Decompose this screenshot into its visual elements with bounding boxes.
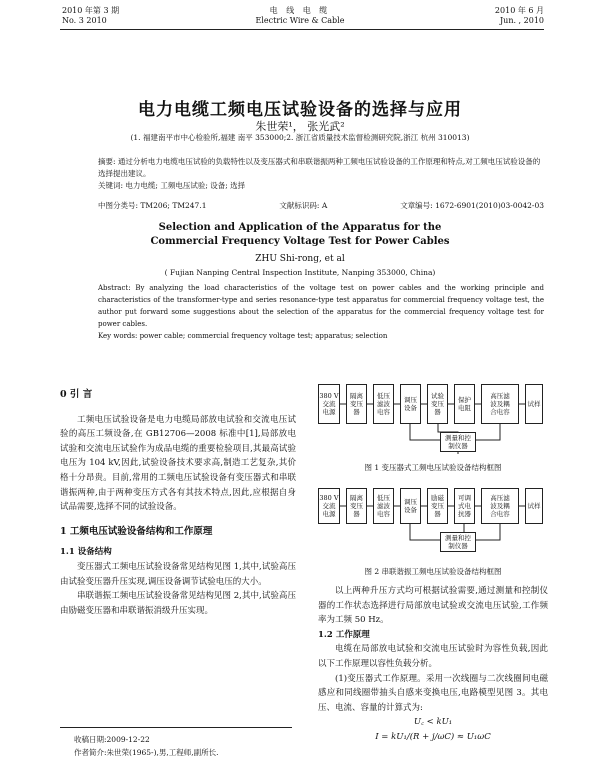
english-affiliation: ( Fujian Nanping Central Inspection Institute, Nanping 353000, China) xyxy=(164,268,436,277)
journal-name-en: Electric Wire & Cable xyxy=(255,16,345,25)
subsection-1-1-paragraph1: 变压器式工频电压试验设备常见结构见图 1,其中,试验高压由试验变压器升压实现,调压设备调节试验电压的大小。 xyxy=(60,561,296,587)
section-1-heading: 1 工频电压试验设备结构和工作原理 xyxy=(60,525,213,537)
fig2-box-voltage-regulator: 调压 设备 xyxy=(400,488,421,524)
fig2-box-isolation-transformer: 隔离 变压 器 xyxy=(346,488,367,524)
figure-1-caption: 图 1 变压器式工频电压试验设备结构框图 xyxy=(364,463,502,472)
keywords-cn: 关键词: 电力电缆; 工频电压试验; 设备; 选择 xyxy=(98,181,246,190)
english-title-line2: Commercial Frequency Voltage Test for Power Cables xyxy=(150,236,450,247)
header-issue-en: No. 3 2010 xyxy=(62,16,107,25)
document-code: 文献标识码: A xyxy=(279,201,328,210)
fig1-box-test-transformer: 试验 变压 器 xyxy=(427,384,448,424)
english-author: ZHU Shi-rong, et al xyxy=(255,254,345,264)
received-date: 收稿日期:2009-12-22 xyxy=(74,735,150,744)
subsection-1-1-heading: 1.1 设备结构 xyxy=(60,547,112,558)
abstract-cn-text: 摘要: 通过分析电力电缆电压试验的负载特性以及变压器式和串联谐振两种工频电压试验设备的工作原理和特点,对工频电压试验设备的选择提出建议。 xyxy=(98,157,541,178)
affiliation: (1. 福建南平市中心检验所,福建 南平 353000;2. 浙江省质量技术监督检测研究院,浙江 杭州 310013) xyxy=(130,133,470,142)
right-paragraph-2: 电缆在局部放电试验和交流电压试验时为容性负载,因此以下工作原理以容性负载分析。 xyxy=(318,644,548,669)
english-abstract-text: Abstract: By analyzing the load characteristics of the voltage test on power cables and the working principle and characteristics of the transformer-type and series resonance-type test apparatus for commercial frequency voltage test, the author put forward some suggestions about the selection of the apparatus for the commercial frequency voltage test for power cables. xyxy=(98,284,544,328)
classification-line xyxy=(98,200,544,212)
english-title-line1: Selection and Application of the Apparatus for the xyxy=(158,222,442,233)
figure-2 xyxy=(318,482,548,582)
fig1-box-specimen: 试样 xyxy=(525,384,543,424)
equation-2: I = kU₁/(R + j/ωC) ≈ U₁ωC xyxy=(375,731,491,742)
clc-number: 中图分类号: TM206; TM247.1 xyxy=(98,201,207,210)
section-0-paragraph: 工频电压试验设备是电力电缆局部放电试验和交流电压试验的高压工频设备,在 GB12706—2008 标准中[1],局部放电试验和交流电压试验作为成品电缆的重要检验项目,其最高试验电压为 104 kV,因此,试验设备技术要求高,制造工艺复杂,其价格十分昂贵。目前,常用的工频电压试验设备有变压器式和串联谐振两种,由于两种变压方式各有其技术特点,因此,应根据自身试品需要,选择不同的试验设备。 xyxy=(60,414,296,513)
fig1-box-protection-resistor: 保护 电阻 xyxy=(454,384,475,424)
paper-title: 电力电缆工频电压试验设备的选择与应用 xyxy=(138,100,462,120)
right-column xyxy=(318,584,548,745)
english-keywords: Key words: power cable; commercial frequency voltage test; apparatus; selection xyxy=(98,332,388,340)
fig2-box-lowpass-capacitor: 低压 滤波 电容 xyxy=(373,488,394,524)
fig1-box-voltage-regulator: 调压 设备 xyxy=(400,384,421,424)
fig2-box-excitation-transformer: 励磁 变压 器 xyxy=(427,488,448,524)
fig2-box-coupling-capacitor: 高压滤 波及耦 合电容 xyxy=(481,488,519,524)
author-info: 作者简介:朱世荣(1965-),男,工程师,副所长. xyxy=(74,748,219,757)
fig2-box-power-source: 380 V 交流 电源 xyxy=(318,488,340,524)
fig1-box-power-source: 380 V 交流 电源 xyxy=(318,384,340,424)
fig2-box-specimen: 试样 xyxy=(525,488,543,524)
fig2-box-measurement: 测量和控 制仪器 xyxy=(440,532,476,552)
fig1-box-measurement: 测量和控 制仪器 xyxy=(440,432,476,452)
footnote-rule xyxy=(60,727,292,728)
subsection-1-2-heading: 1.2 工作原理 xyxy=(318,629,370,640)
english-abstract xyxy=(98,282,544,342)
section-0-heading: 0 引 言 xyxy=(60,389,93,400)
figure-1 xyxy=(318,376,548,476)
right-paragraph-3: (1)变压器式工作原理。采用一次线圈与二次线圈间电磁感应和同线圈带抽头自感来变换电压,电路模型见图 3。其电压、电流、容量的计算式为: xyxy=(318,673,548,713)
fig2-box-adjustable-reactor: 可调 式电 抗器 xyxy=(454,488,475,524)
article-number: 文章编号: 1672-6901(2010)03-0042-03 xyxy=(400,201,544,210)
header-rule xyxy=(60,29,544,30)
footnote xyxy=(74,733,219,759)
left-column xyxy=(60,388,296,618)
abstract-cn xyxy=(98,156,544,192)
header-date: 2010 年 6 月 xyxy=(494,6,544,15)
fig1-box-lowpass-capacitor: 低压 滤波 电容 xyxy=(373,384,394,424)
figure-2-caption: 图 2 串联谐振工频电压试验设备结构框图 xyxy=(364,567,502,576)
journal-name: 电 线 电 缆 xyxy=(269,6,331,15)
paper-authors: 朱世荣¹， 张光武² xyxy=(255,120,345,133)
header-issue: 2010 年第 3 期 xyxy=(62,6,120,15)
equation-1: U꜀ < kU₁ xyxy=(413,717,453,728)
header-right xyxy=(495,6,544,26)
fig1-box-coupling-capacitor: 高压滤 波及耦 合电容 xyxy=(481,384,519,424)
header-date-en: Jun. , 2010 xyxy=(499,16,544,25)
right-paragraph-1: 以上两种升压方式均可根据试验需要,通过测量和控制仪器的工作状态选择进行局部放电试验或交流电压试验,工作频率为工频 50 Hz。 xyxy=(318,586,548,626)
fig1-box-isolation-transformer: 隔离 变压 器 xyxy=(346,384,367,424)
english-title xyxy=(0,221,600,249)
subsection-1-1-paragraph2: 串联谐振工频电压试验设备常见结构见图 2,其中,试验高压由励磁变压器和串联谐振消级升压实现。 xyxy=(60,591,296,616)
